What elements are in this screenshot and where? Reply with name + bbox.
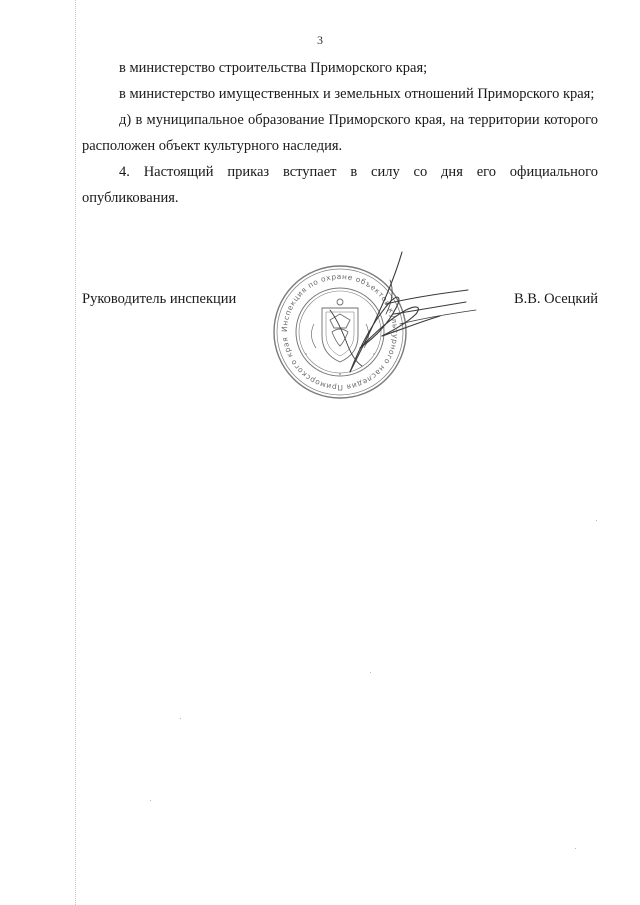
paragraph-municipality: д) в муниципальное образование Приморского края, на территории которого расположен объект культурного наследия.: [82, 112, 598, 154]
scan-speck: [575, 848, 576, 849]
signatory-name: В.В. Осецкий: [513, 291, 598, 307]
page-number: 3: [317, 33, 323, 47]
paragraph-ministry-property: в министерство имущественных и земельных отношений Приморского края;: [119, 86, 595, 102]
scan-speck: [596, 520, 597, 521]
scan-speck: [150, 800, 151, 801]
document-body: [82, 55, 598, 211]
binding-margin-line: [75, 0, 76, 905]
signatory-title: Руководитель инспекции: [82, 291, 237, 307]
paragraph-effective-date: 4. Настоящий приказ вступает в силу со дня его официального опубликования.: [82, 164, 598, 206]
scan-speck: [370, 672, 371, 673]
seal-ring-text: Инспекция по охране объектов культурного наследия Приморского края: [279, 271, 401, 393]
paragraph-ministry-construction: в министерство строительства Приморского края;: [119, 60, 428, 76]
scan-speck: [180, 718, 181, 719]
handwritten-signature-icon: [290, 250, 480, 390]
